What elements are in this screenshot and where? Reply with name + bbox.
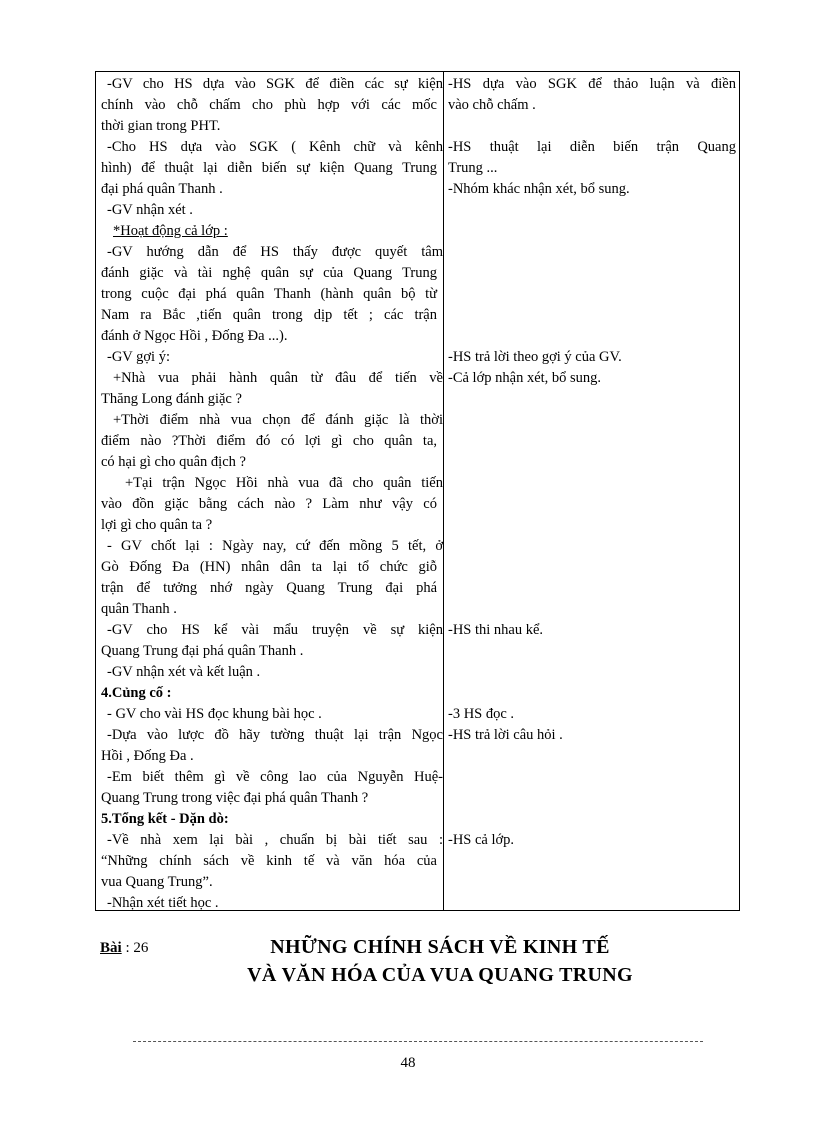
teacher-line: Quang Trung trong việc đại phá quân Thanh ?: [101, 790, 369, 806]
column-divider: [443, 72, 444, 910]
student-line: -HS cả lớp.: [448, 832, 515, 848]
teacher-line: đại phá quân Thanh .: [101, 181, 223, 197]
teacher-line: trong cuộc đại phá quân Thanh (hành quân bộ từ: [101, 286, 437, 302]
teacher-line: vào đồn giặc bằng cách nào ? Làm như vậy có: [101, 496, 437, 512]
teacher-line: quân Thanh .: [101, 601, 177, 617]
teacher-line: -Dựa vào lược đồ hãy tường thuật lại trận Ngọc: [107, 727, 443, 743]
footer-divider: [133, 1041, 703, 1042]
student-line: -Nhóm khác nhận xét, bổ sung.: [448, 181, 630, 197]
section-heading-consolidation: 4.Củng cố :: [101, 685, 172, 701]
teacher-line: có hại gì cho quân địch ?: [101, 454, 246, 470]
section-heading-activity: *Hoạt động cả lớp :: [113, 223, 228, 239]
teacher-line: -GV cho HS dựa vào SGK để điền các sự kiện: [107, 76, 443, 92]
page-number: 48: [400, 1055, 416, 1071]
lesson-title-line-1: NHỮNG CHÍNH SÁCH VỀ KINH TẾ: [270, 936, 610, 958]
teacher-line: điểm nào ?Thời điểm đó có lợi gì cho quân ta,: [101, 433, 437, 449]
teacher-line: -Nhận xét tiết học .: [107, 895, 219, 911]
teacher-line: -Cho HS dựa vào SGK ( Kênh chữ và kênh: [107, 139, 443, 155]
teacher-line: đánh giặc và tài nghệ quân sự của Quang Trung: [101, 265, 437, 281]
student-line: vào chỗ chấm .: [448, 97, 536, 113]
teacher-line: -Em biết thêm gì về công lao của Nguyễn Huệ-: [107, 769, 443, 785]
teacher-line: +Thời điểm nhà vua chọn để đánh giặc là thời: [113, 412, 443, 428]
teacher-line: +Nhà vua phải hành quân từ đâu để tiến về: [113, 370, 443, 386]
student-line: -HS thi nhau kể.: [448, 622, 544, 638]
student-line: -HS dựa vào SGK để thảo luận và điền: [448, 76, 736, 92]
teacher-line: hình) để thuật lại diễn biến sự kiện Quang Trung: [101, 160, 437, 176]
teacher-line: Thăng Long đánh giặc ?: [101, 391, 242, 407]
lesson-title-line-2: VÀ VĂN HÓA CỦA VUA QUANG TRUNG: [247, 964, 633, 986]
student-line: -3 HS đọc .: [448, 706, 515, 722]
teacher-line: thời gian trong PHT.: [101, 118, 221, 134]
lesson-number: [100, 940, 148, 957]
teacher-line: chính vào chỗ chấm cho phù hợp với các mốc: [101, 97, 437, 113]
student-line: -Cả lớp nhận xét, bổ sung.: [448, 370, 602, 386]
section-heading-summary: 5.Tổng kết - Dặn dò:: [101, 811, 229, 827]
lesson-label: Bài: [100, 940, 122, 956]
teacher-line: -GV cho HS kể vài mẩu truyện về sự kiện: [107, 622, 443, 638]
student-line: -HS trả lời câu hỏi .: [448, 727, 563, 743]
teacher-line: - GV cho vài HS đọc khung bài học .: [107, 706, 322, 722]
teacher-line: Gò Đống Đa (HN) nhân dân ta lại tổ chức giỗ: [101, 559, 437, 575]
teacher-line: - GV chốt lại : Ngày nay, cứ đến mồng 5 tết, ở: [107, 538, 443, 554]
teacher-line: lợi gì cho quân ta ?: [101, 517, 213, 533]
teacher-line: -GV nhận xét .: [107, 202, 193, 218]
teacher-line: -Về nhà xem lại bài , chuẩn bị bài tiết sau :: [107, 832, 443, 848]
lesson-number-value: : 26: [125, 940, 149, 956]
teacher-line: Quang Trung đại phá quân Thanh .: [101, 643, 304, 659]
teacher-line: Hồi , Đống Đa .: [101, 748, 194, 764]
student-line: -HS trả lời theo gợi ý của GV.: [448, 349, 622, 365]
teacher-line: vua Quang Trung”.: [101, 874, 213, 890]
student-line: -HS thuật lại diễn biến trận Quang: [448, 139, 736, 155]
teacher-line: Nam ra Bắc ,tiến quân trong dịp tết ; các trận: [101, 307, 437, 323]
teacher-line: trận để tưởng nhớ ngày Quang Trung đại phá: [101, 580, 437, 596]
teacher-line: +Tại trận Ngọc Hồi nhà vua đã cho quân tiến: [125, 475, 443, 491]
student-line: Trung ...: [448, 160, 498, 176]
teacher-line: -GV nhận xét và kết luận .: [107, 664, 261, 680]
teacher-line: đánh ở Ngọc Hồi , Đống Đa ...).: [101, 328, 288, 344]
teacher-line: -GV gợi ý:: [107, 349, 170, 365]
teacher-line: “Những chính sách về kinh tế và văn hóa của: [101, 853, 437, 869]
teacher-line: -GV hướng dẫn để HS thấy được quyết tâm: [107, 244, 443, 260]
lesson-table: [95, 71, 740, 911]
